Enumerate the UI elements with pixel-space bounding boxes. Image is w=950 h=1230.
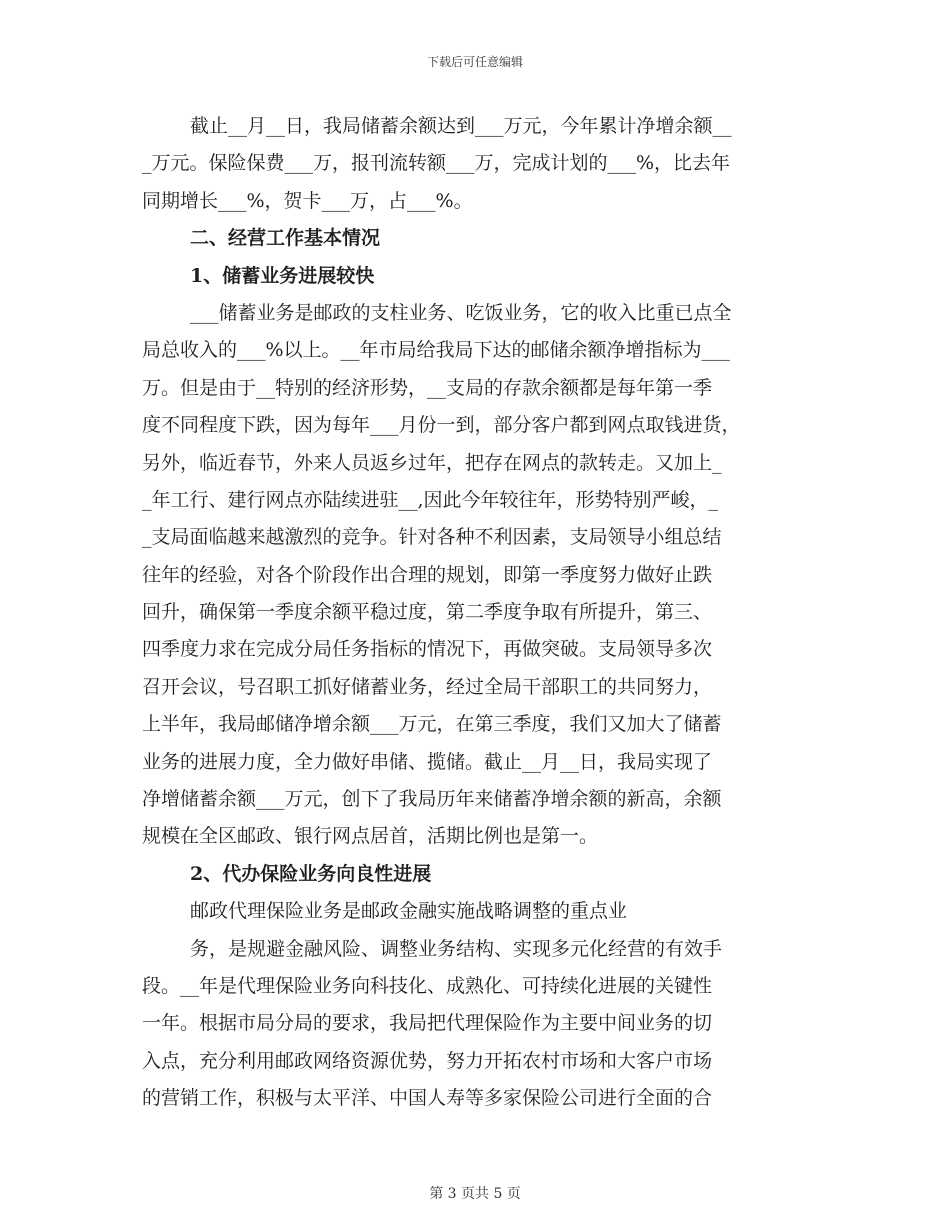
paragraph-line: 入点，充分利用邮政网络资源优势，努力开拓农村市场和大客户市场	[142, 1049, 713, 1072]
paragraph-line: _年工行、建行网点亦陆续进驻__,因此今年较往年，形势特别严峻，_	[142, 488, 719, 511]
page-footer: 第 3 页共 5 页	[429, 1186, 521, 1202]
section-heading: 2、代办保险业务向良性进展	[190, 862, 432, 885]
paragraph-line: 局总收入的___%以上。__年市局给我局下达的邮储余额净增指标为___	[142, 339, 731, 362]
paragraph-line: 度不同程度下跌，因为每年___月份一到，部分客户都到网点取钱进货，	[142, 414, 741, 437]
paragraph-line: 万。但是由于__特别的经济形势，__支局的存款余额都是每年第一季	[142, 376, 713, 399]
paragraph-line: 净增储蓄余额___万元，创下了我局历年来储蓄净增余额的新高，余额	[142, 788, 722, 811]
paragraph-line: 的营销工作，积极与太平洋、中国人寿等多家保险公司进行全面的合	[142, 1087, 713, 1110]
paragraph-line: 规模在全区邮政、银行网点居首，活期比例也是第一。	[142, 825, 599, 848]
paragraph-line: 段。__年是代理保险业务向科技化、成熟化、可持续化进展的关键性	[142, 974, 713, 997]
paragraph-line: 回升，确保第一季度余额平稳过度，第二季度争取有所提升，第三、	[142, 601, 713, 624]
paragraph-line: 上半年，我局邮储净增余额___万元，在第三季度，我们又加大了储蓄	[142, 713, 722, 736]
paragraph-line: _支局面临越来越激烈的竞争。针对各种不利因素，支局领导小组总结	[142, 526, 722, 549]
paragraph-line: 截止__月__日，我局储蓄余额达到___万元，今年累计净增余额__	[190, 115, 732, 137]
page-header: 下载后可任意编辑	[426, 55, 523, 69]
document-body	[142, 108, 817, 1118]
paragraph-line: ___储蓄业务是邮政的支柱业务、吃饭业务，它的收入比重已点全	[190, 301, 732, 324]
paragraph-line: _万元。保险保费___万，报刊流转额___万，完成计划的___%，比去年	[142, 152, 731, 175]
section-heading: 二、经营工作基本情况	[190, 227, 381, 250]
section-heading: 1、储蓄业务进展较快	[190, 264, 375, 287]
paragraph-line: 务，是规避金融风险、调整业务结构、实现多元化经营的有效手	[190, 937, 723, 960]
paragraph-line: 一年。根据市局分局的要求，我局把代理保险作为主要中间业务的切	[142, 1012, 713, 1035]
paragraph-line: 四季度力求在完成分局任务指标的情况下，再做突破。支局领导多次	[142, 638, 713, 661]
paragraph-line: 另外，临近春节，外来人员返乡过年，把存在网点的款转走。又加上_	[142, 451, 722, 474]
paragraph-line: 召开会议，号召职工抓好储蓄业务，经过全局干部职工的共同努力，	[142, 675, 713, 698]
paragraph-line: 邮政代理保险业务是邮政金融实施战略调整的重点业	[190, 900, 628, 923]
paragraph-line: 同期增长___%，贺卡___万，占___%。	[142, 189, 473, 212]
paragraph-line: 往年的经验，对各个阶段作出合理的规划，即第一季度努力做好止跌	[142, 563, 713, 586]
paragraph-line: 业务的进展力度，全力做好串储、揽储。截止__月__日，我局实现了	[142, 750, 713, 773]
